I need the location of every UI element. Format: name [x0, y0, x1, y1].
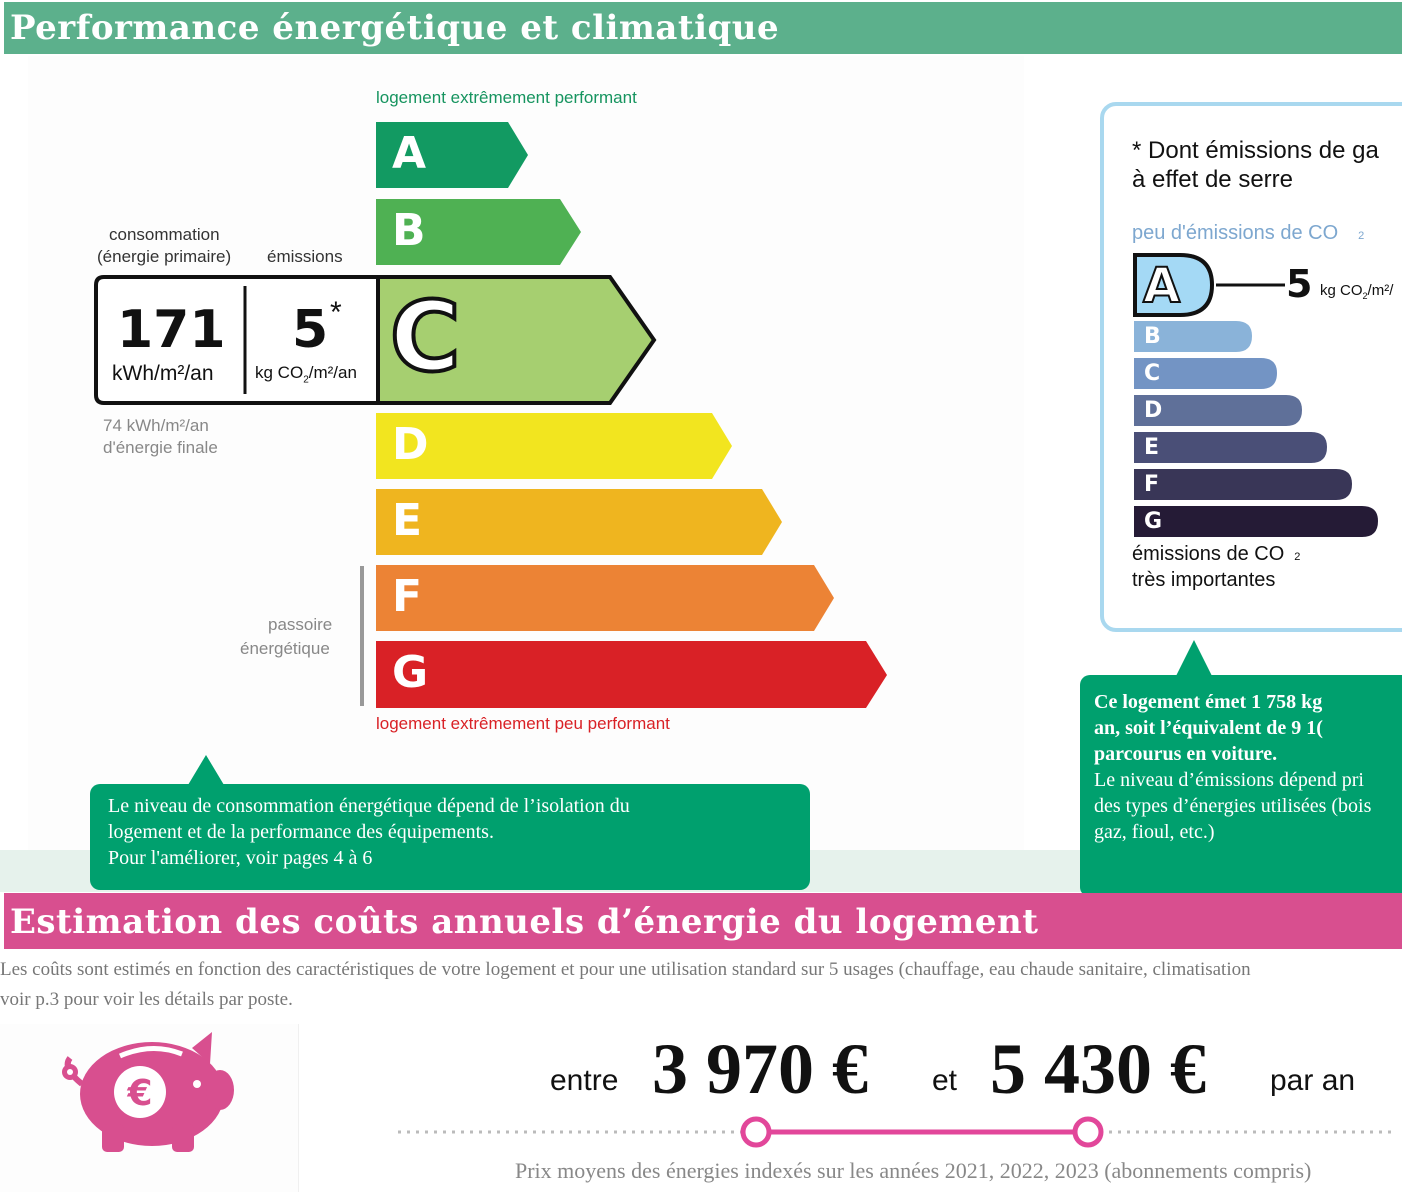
ges-bar-G — [1134, 506, 1378, 537]
section-title-performance: Performance énergétique et climatique — [4, 2, 1402, 54]
top-performance-label: logement extrêmement performant — [376, 88, 637, 107]
ges-letter-C: C — [1144, 361, 1161, 386]
ges-letter-E: E — [1144, 435, 1160, 460]
cost-between-label: entre — [550, 1064, 619, 1097]
bottom-performance-label: logement extrêmement peu performant — [376, 714, 670, 733]
ges-bottom-label-2: très importantes — [1132, 569, 1276, 591]
ges-callout-pointer — [1176, 640, 1212, 676]
dpe-letter-E: E — [392, 495, 423, 546]
dpe-letter-B: B — [392, 205, 426, 256]
ges-top-label: peu d'émissions de CO 2 — [1132, 222, 1365, 244]
ges-bottom-label: émissions de CO 2 — [1132, 543, 1301, 565]
ges-bar-E — [1134, 432, 1327, 463]
svg-text:€: € — [127, 1073, 153, 1114]
range-low-marker — [743, 1119, 769, 1145]
dpe-letter-D: D — [392, 419, 429, 470]
ges-callout: Ce logement émet 1 758 kg an, soit l’équivalent de 9 1( parcourus en voiture. Le niveau d’émissions dépend pri des types d’énergies utilisées (bois gaz, fioul, etc.) — [1080, 675, 1402, 897]
ges-bar-F — [1134, 469, 1352, 500]
emissions-value: 5 — [292, 300, 329, 360]
cost-footnote: Prix moyens des énergies indexés sur les années 2021, 2022, 2023 (abonnements compris) — [515, 1158, 1312, 1183]
piggy-bank-euro-icon — [52, 1028, 242, 1158]
ges-letter-G: G — [1144, 509, 1163, 534]
emissions-label: émissions — [267, 247, 343, 266]
ges-note-1: * Dont émissions de ga — [1132, 137, 1379, 164]
consumption-label-primary: (énergie primaire) — [97, 247, 232, 266]
ges-letter-F: F — [1144, 472, 1160, 497]
dpe-letter-A: A — [392, 128, 427, 179]
final-energy-label: d'énergie finale — [103, 438, 218, 457]
consumption-unit: kWh/m²/an — [112, 362, 214, 385]
cost-range-indicator — [396, 1116, 1400, 1148]
dpe-rating-letter: C — [390, 281, 461, 393]
cost-and-label: et — [932, 1064, 958, 1097]
passoire-label-2: énergétique — [240, 639, 330, 658]
dpe-bar-E — [376, 489, 782, 555]
emissions-unit: kg $CO_2/m^2/an$ — [255, 363, 357, 386]
ges-unit: kg $CO_2/m^2/$ — [1320, 282, 1394, 301]
dpe-letter-F: F — [392, 571, 423, 622]
callout-pointer — [188, 755, 224, 785]
cost-per-year-label: par an — [1270, 1064, 1356, 1097]
dpe-bar-F — [376, 565, 834, 631]
final-energy-value: 74 kWh/m²/an — [103, 416, 209, 435]
costs-description-1: Les coûts sont estimés en fonction des caractéristiques de votre logement et pour une utilisation standard sur 5 usages (chauffage, eau chaude sanitaire, climatisation — [0, 959, 1251, 980]
dpe-bar-D — [376, 413, 732, 479]
section-title-costs: Estimation des coûts annuels d’énergie du logement — [4, 893, 1402, 949]
costs-description-2: voir p.3 pour voir les détails par poste. — [0, 989, 293, 1010]
consumption-label: consommation — [109, 225, 220, 244]
dpe-bar-G — [376, 641, 887, 708]
passoire-label: passoire — [268, 615, 333, 634]
consumption-value: 171 — [117, 300, 226, 360]
consumption-callout: Le niveau de consommation énergétique dépend de l’isolation du logement et de la performance des équipements. Pour l'améliorer, voir pages 4 à 6 — [90, 784, 810, 890]
ges-value: 5 — [1286, 262, 1313, 306]
cost-low-value: 3 970 € — [652, 1029, 868, 1109]
ges-letter-B: B — [1144, 324, 1161, 349]
dpe-letter-G: G — [392, 647, 429, 698]
ges-note-2: à effet de serre — [1132, 166, 1293, 193]
ges-letter-D: D — [1144, 398, 1163, 423]
ges-rating-letter: A — [1143, 258, 1181, 314]
range-high-marker — [1075, 1119, 1101, 1145]
emissions-star: * — [330, 296, 342, 329]
cost-high-value: 5 430 € — [990, 1029, 1206, 1109]
